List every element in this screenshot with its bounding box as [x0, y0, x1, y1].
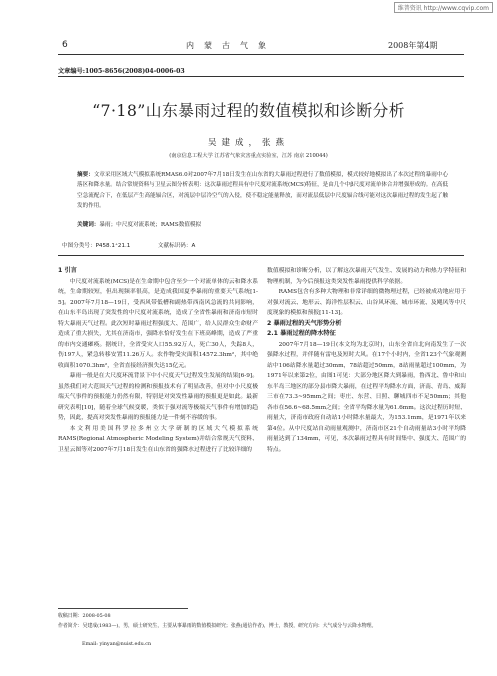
- keywords: [77, 220, 448, 228]
- watermark: 维普资讯 http://www.cqvip.com: [394, 2, 493, 13]
- author-bio: 作者简介：吴建成(1983—)，男，硕士研究生，主要从事暴雨的数值模拟研究；张燕(通信作者)，博士，教授，研究方向：大气成分与云降水物理。: [58, 623, 377, 629]
- footnote-rule: [58, 608, 188, 609]
- body-paragraph: 数值模拟和诊断分析，以了解这次暴雨天气发生、发展的动力和热力学特征和物理机制，为今后预报这类突发性暴雨提供科学依据。: [267, 268, 466, 285]
- right-column: [267, 266, 466, 455]
- author-names: 吴建成，张燕: [207, 138, 289, 148]
- section-heading-precipitation: 2.1 暴雨过程的降水特征: [267, 330, 336, 337]
- keywords-label: 关键词：: [77, 222, 100, 228]
- body-paragraph: 2007年7月18—19日(本文均为北京时)，山东全省自北向南发生了一次强降水过程，并伴随有雷电及短时大风。在17个小时内，全省123个气象观测站中106站降水量超过30mm，78站超过50mm，8站雨量超过100mm，为1971年以来第2位，由图1可见：大部分地区降大到暴雨，鲁西北、鲁中和山东半岛三地区的部分县市降大暴雨，在过程平均降水方面，济南、青岛、威海三市在73.3~95mm之间；枣庄、东营、日照、聊城四市不足50mm；其他各市在56.6~68.5mm之间；全省平均降水量为61.6mm。这次过程历时短、雨量大，济南市政府自动站1小时降水量最大，为153.1mm，是1971年以来第4位。从中尺度站自动雨量观测中，济南市区21个自动雨量站3小时平均降雨量达到了134mm，可见，本次暴雨过程具有时间集中、强度大、范围广的特点。: [267, 341, 466, 453]
- keywords-text: 暴雨；中尺度对流系统；RAMS数值模拟: [99, 222, 202, 228]
- paper-title: “7·18”山东暴雨过程的数值模拟和诊断分析: [92, 101, 405, 120]
- body-paragraph: RAMS包含有多种大物理和非常详细的微物理过程，已经被成功地应用于对强对流云、地形云、海洋性层积云、山谷风环流、城市环流、及飓风等中尺度现象的模拟和预报[11-13]。: [267, 289, 466, 316]
- article-number: 文章编号:1005-8656(2008)04-0006-03: [58, 68, 185, 75]
- received-date: 收稿日期：2008-05-08: [58, 613, 111, 619]
- header-rule: [58, 54, 464, 55]
- issue-label: 2008年第4期: [388, 41, 438, 50]
- author-email: Email: yinyan@nuist.edu.cn: [82, 641, 152, 647]
- abstract-text: 文章采用区域大气模拟系统RMAS6.0对2007年7月18日发生在山东省的大暴雨过程进行了数值模拟，模式较好地模拟出了本次过程的暴雨中心落区和降水量。结合常规资料与卫星云图分析表明：这次暴雨过程具有中尺度对流系统(MCS)特征，是由几个中β尺度对流单体合并增强形成的。在高低空急流配合下，在低层产生高能辐合区，对流层中层冷空气的入侵，使不稳定能量释放，而对流层低层中尺度辐合线可能对这次暴雨过程的发生起了触发的作用。: [77, 172, 449, 210]
- journal-name: 内蒙古气象: [186, 41, 276, 50]
- page-number: 6: [62, 40, 68, 50]
- body-paragraph: 中尺度对流系统(MCS)是在生命期中包含至少一个对流单体的云和降水系统，生命期较短，但出现频率很高，是造成我国夏季暴雨的重要天气系统[1-5]。2007年7月18—19日，受西风带低槽和副热带西南风急流的共同影响，在山东半岛出现了突发性的中尺度对流系统，造成了全省性暴雨和济南市短时特大暴雨天气过程。此次短时暴雨过程强度大、范围广，给人民群众生命财产造成了重大损失，尤其在济南市，强降水恰好发生在下班高峰期，造成了严重的市内交通瘫痪。据统计，全省受灾人口55.92万人，死亡30人，失踪8人，伤197人，紧急转移安置11.26万人。农作物受灾面积14572.3hm²，其中绝收面积1070.3hm²，全省直接经济损失达15亿元。: [58, 278, 258, 369]
- author-affiliation: (南京信息工程大学 江苏省气象灾害重点实验室，江苏 南京 210044): [169, 153, 328, 159]
- body-paragraph: 本文利用美国科罗拉多州立大学研制的区域大气模拟系统RAMS(Regional Atmospheric Modeling System)并结合常规天气资料、卫星云图等对2007年7月18日发生在山东省的强降水过程进行了比较详细的: [58, 425, 258, 453]
- clc-number: 中图分类号：P458.1⁺21.1: [62, 243, 131, 249]
- article-number-rule: [58, 76, 464, 77]
- classification: [62, 241, 195, 249]
- section-heading-introduction: 1 引言: [58, 267, 77, 274]
- body-top-rule: [58, 255, 464, 256]
- abstract-label: 摘要：: [77, 172, 94, 178]
- doc-code: 文献标识码：A: [157, 243, 196, 249]
- section-heading-weather-situation: 2 暴雨过程的天气形势分析: [267, 319, 342, 327]
- abstract: [77, 170, 448, 212]
- body-paragraph: 暴雨一般是在大尺度环流背景下中小尺度天气过程发生发展的结果[6-9]。虽然我们对大范围天气过程的检测和预报技术有了明显改善，但对中小尺度极端天气事件的预报能力仍然有限，特别是对突发性暴雨的预报更是如此。最新研究表明[10]，随着全球气候变暖，类似于强对流等极端天气事件有增加的趋势，因此，提高对突发性暴雨的预报能力是一件刻不容缓的事。: [58, 373, 258, 421]
- left-column: [58, 266, 258, 455]
